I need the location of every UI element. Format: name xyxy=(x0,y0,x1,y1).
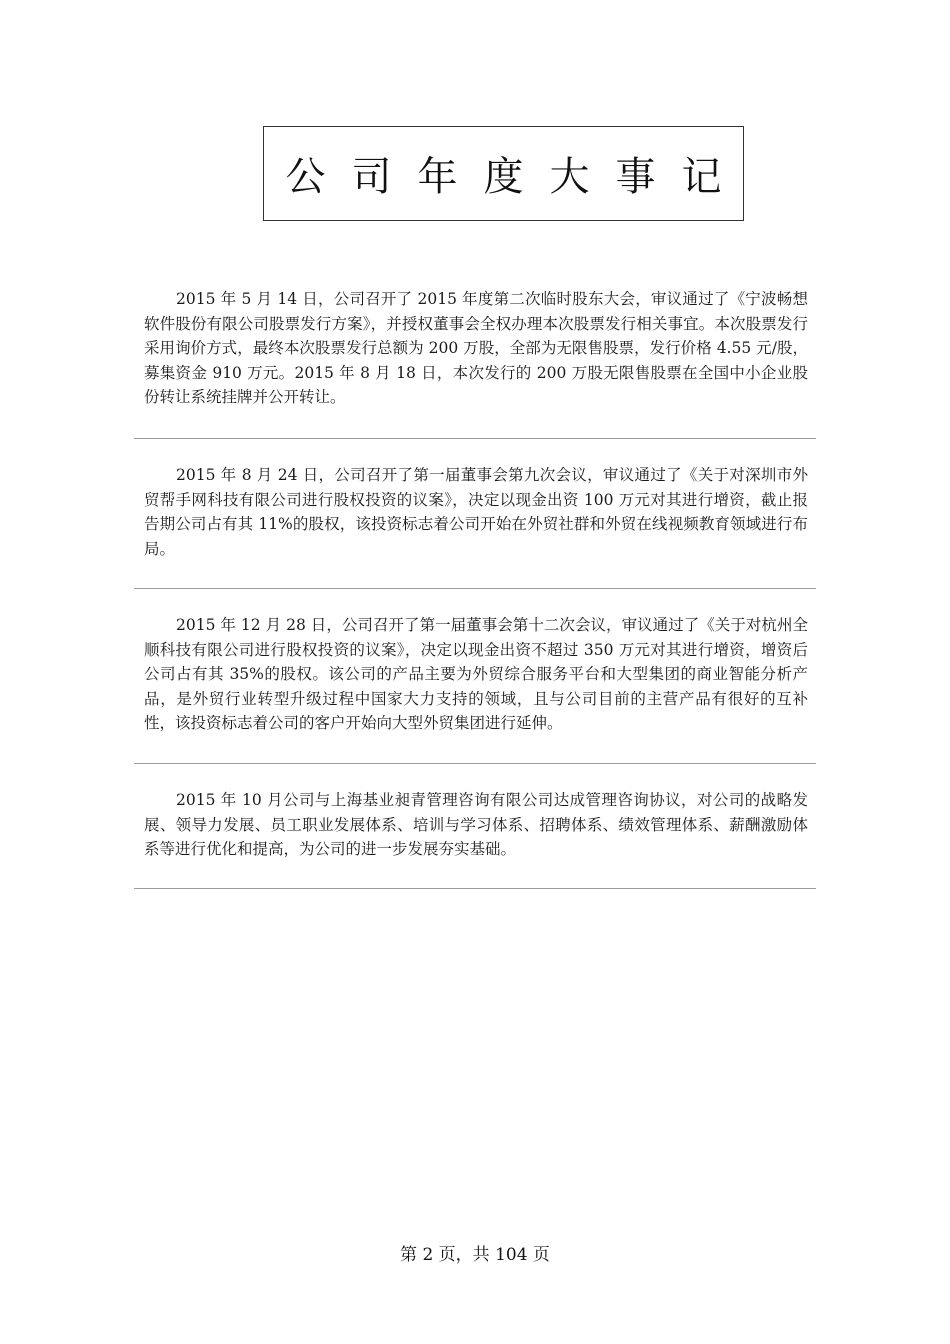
event-text: 2015 年 8 月 24 日，公司召开了第一届董事会第九次会议，审议通过了《关于对深圳市外贸帮手网科技有限公司进行股权投资的议案》，决定以现金出资 100 万元对其进行增资，截止报告期公司占有其 11%的股权，该投资标志着公司开始在外贸社群和外贸在线视频教育领域进行布局。 xyxy=(144,466,808,558)
event-item xyxy=(134,589,816,764)
page-title: 公司年度大事记 xyxy=(285,154,748,200)
page-number: 第 2 页，共 104 页 xyxy=(400,1245,550,1265)
event-text: 2015 年 12 月 28 日，公司召开了第一届董事会第十二次会议，审议通过了《关于对杭州全顺科技有限公司进行股权投资的议案》，决定以现金出资不超过 350 万元对其进行增资，增资后公司占有其 35%的股权。该公司的产品主要为外贸综合服务平台和大型集团的商业智能分析产品，是外贸行业转型升级过程中国家大力支持的领域，且与公司目前的主营产品有很好的互补性，该投资标志着公司的客户开始向大型外贸集团进行延伸。 xyxy=(144,616,808,732)
event-item xyxy=(134,764,816,889)
event-text: 2015 年 5 月 14 日，公司召开了 2015 年度第二次临时股东大会，审议通过了《宁波畅想软件股份有限公司股票发行方案》，并授权董事会全权办理本次股票发行相关事宜。本次股票发行采用询价方式，最终本次股票发行总额为 200 万股，全部为无限售股票，发行价格 4.55 元/股，募集资金 910 万元。2015 年 8 月 18 日，本次发行的 200 万股无限售股票在全国中小企业股份转让系统挂牌并公开转让。 xyxy=(144,290,808,406)
event-item xyxy=(134,287,816,439)
event-item xyxy=(134,439,816,589)
event-text: 2015 年 10 月公司与上海基业昶青管理咨询有限公司达成管理咨询协议，对公司的战略发展、领导力发展、员工职业发展体系、培训与学习体系、招聘体系、绩效管理体系、薪酬激励体系等进行优化和提高，为公司的进一步发展夯实基础。 xyxy=(144,791,808,858)
event-list xyxy=(134,287,816,889)
title-box xyxy=(263,126,748,221)
